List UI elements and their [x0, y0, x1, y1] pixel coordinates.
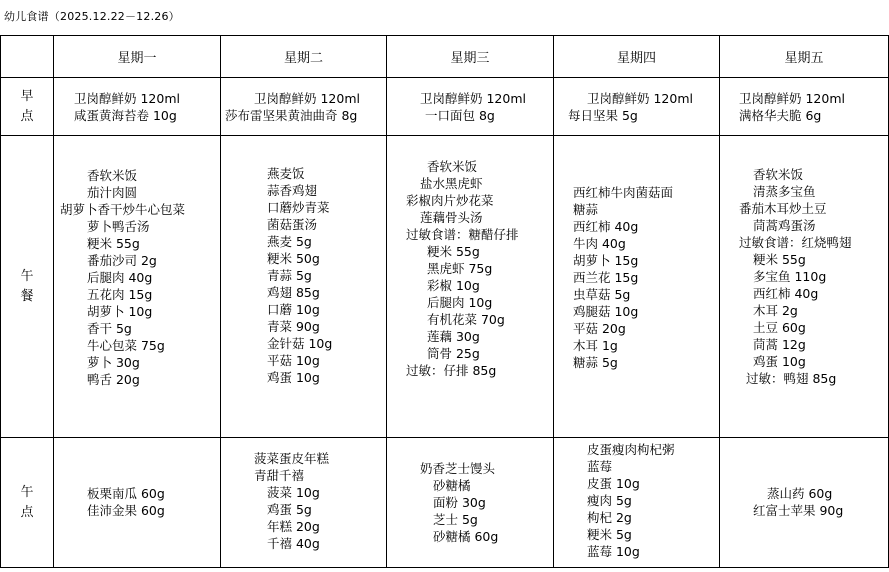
day-header-fri: 星期五: [720, 36, 889, 78]
menu-line: 鸡翅 85g: [267, 285, 320, 300]
menu-line: 后腿肉 40g: [87, 270, 153, 285]
menu-line: 蒸山药 60g: [767, 486, 833, 501]
menu-line: 满格华夫脆 6g: [739, 108, 822, 123]
menu-line: 卫岗醇鲜奶 120ml: [420, 91, 526, 106]
menu-line: 蓝莓 10g: [587, 544, 640, 559]
menu-cell: [720, 78, 889, 136]
menu-cell: [554, 438, 720, 568]
menu-line: 年糕 20g: [267, 519, 320, 534]
menu-line: 黑虎虾 75g: [427, 261, 493, 276]
menu-line: 卫岗醇鲜奶 120ml: [587, 91, 693, 106]
menu-line: 鸭舌 20g: [87, 372, 140, 387]
menu-line: 瘦肉 5g: [587, 493, 632, 508]
day-header-tue: 星期二: [221, 36, 387, 78]
menu-line: 萝卜鸭舌汤: [87, 219, 150, 234]
menu-line: 过敏：仔排 85g: [406, 363, 497, 378]
menu-line: 粳米 50g: [267, 251, 320, 266]
menu-line: 一口面包 8g: [425, 108, 495, 123]
menu-line: 皮蛋 10g: [587, 476, 640, 491]
menu-line: 蓝莓: [587, 459, 613, 474]
menu-line: 萝卜 30g: [87, 355, 140, 370]
menu-cell: [554, 136, 720, 438]
menu-line: 板栗南瓜 60g: [87, 486, 165, 501]
menu-line: 牛心包菜 75g: [87, 338, 165, 353]
menu-line: 砂糖橘 60g: [433, 529, 499, 544]
lunch-row: [1, 136, 889, 438]
menu-line: 莲藕 30g: [427, 329, 480, 344]
menu-line: 粳米 5g: [587, 527, 632, 542]
menu-line: 面粉 30g: [433, 495, 486, 510]
menu-line: 香软米饭: [753, 167, 804, 182]
menu-line: 西兰花 15g: [573, 270, 639, 285]
menu-line: 蒜香鸡翅: [267, 183, 318, 198]
day-header-thu: 星期四: [554, 36, 720, 78]
menu-line: 牛肉 40g: [573, 236, 626, 251]
menu-line: 卫岗醇鲜奶 120ml: [74, 91, 180, 106]
menu-line: 佳沛金果 60g: [87, 503, 165, 518]
menu-line: 菠菜 10g: [267, 485, 320, 500]
menu-line: 盐水黑虎虾: [420, 176, 483, 191]
menu-line: 菌菇蛋汤: [267, 217, 318, 232]
menu-line: 彩椒肉片炒花菜: [406, 193, 494, 208]
menu-line: 彩椒 10g: [427, 278, 480, 293]
menu-line: 后腿肉 10g: [427, 295, 493, 310]
menu-line: 鸡腿菇 10g: [573, 304, 639, 319]
menu-line: 枸杞 2g: [587, 510, 632, 525]
menu-line: 粳米 55g: [87, 236, 140, 251]
menu-line: 西红柿 40g: [573, 219, 639, 234]
menu-line: 番茄木耳炒土豆: [739, 201, 827, 216]
day-header-mon: 星期一: [54, 36, 221, 78]
menu-line: 多宝鱼 110g: [753, 269, 827, 284]
menu-line: 芝士 5g: [433, 512, 478, 527]
menu-cell: [221, 438, 387, 568]
corner-cell: [1, 36, 54, 78]
menu-line: 西红柿牛肉菌菇面: [573, 185, 674, 200]
menu-line: 胡萝卜 10g: [87, 304, 153, 319]
menu-line: 口蘑 10g: [267, 302, 320, 317]
header-row: [1, 36, 889, 78]
menu-line: 菠菜蛋皮年糕: [254, 451, 330, 466]
menu-line: 糖蒜: [573, 202, 599, 217]
menu-line: 皮蛋瘦肉枸杞粥: [587, 442, 675, 457]
menu-line: 香软米饭: [87, 168, 138, 183]
menu-cell: [387, 438, 554, 568]
menu-line: 卫岗醇鲜奶 120ml: [739, 91, 845, 106]
meal-label-char: 点: [20, 504, 34, 520]
menu-cell: [54, 136, 221, 438]
menu-cell: [221, 78, 387, 136]
menu-line: 奶香芝士馒头: [420, 461, 496, 476]
menu-line: 糖蒜 5g: [573, 355, 618, 370]
menu-line: 每日坚果 5g: [568, 108, 638, 123]
menu-line: 粳米 55g: [427, 244, 480, 259]
menu-line: 莎布雷坚果黄油曲奇 8g: [225, 108, 358, 123]
meal-label-afternoon-snack: [1, 438, 54, 568]
menu-cell: [54, 78, 221, 136]
meal-label-char: 早: [20, 88, 34, 104]
menu-line: 木耳 1g: [573, 338, 618, 353]
meal-label-char: 午: [20, 484, 34, 500]
menu-line: 过敏食谱：糖醋仔排: [406, 227, 519, 242]
menu-line: 五花肉 15g: [87, 287, 153, 302]
menu-line: 过敏：鸭翅 85g: [746, 371, 837, 386]
menu-line: 土豆 60g: [753, 320, 806, 335]
menu-line: 金针菇 10g: [267, 336, 333, 351]
meal-label-lunch: [1, 136, 54, 438]
menu-line: 燕麦饭: [267, 166, 305, 181]
menu-line: 胡萝卜香干炒牛心包菜: [60, 202, 186, 217]
menu-line: 虫草菇 5g: [573, 287, 631, 302]
menu-line: 口蘑炒青菜: [267, 200, 330, 215]
breakfast-row: [1, 78, 889, 136]
menu-line: 青蒜 5g: [267, 268, 312, 283]
menu-cell: [54, 438, 221, 568]
menu-table: [0, 35, 889, 568]
menu-cell: [554, 78, 720, 136]
menu-line: 粳米 55g: [753, 252, 806, 267]
menu-cell: [221, 136, 387, 438]
menu-line: 过敏食谱：红烧鸭翅: [739, 235, 852, 250]
menu-line: 青甜千禧: [254, 468, 305, 483]
menu-line: 卫岗醇鲜奶 120ml: [254, 91, 360, 106]
menu-line: 清蒸多宝鱼: [753, 184, 816, 199]
menu-line: 筒骨 25g: [427, 346, 480, 361]
menu-line: 鸡蛋 10g: [267, 370, 320, 385]
menu-line: 砂糖橘: [433, 478, 471, 493]
menu-line: 燕麦 5g: [267, 234, 312, 249]
menu-cell: [720, 136, 889, 438]
meal-label-char: 餐: [20, 288, 34, 304]
meal-label-char: 午: [20, 268, 34, 284]
menu-line: 茼蒿鸡蛋汤: [753, 218, 816, 233]
menu-cell: [720, 438, 889, 568]
meal-label-breakfast: [1, 78, 54, 136]
menu-cell: [387, 136, 554, 438]
day-header-wed: 星期三: [387, 36, 554, 78]
meal-label-char: 点: [20, 108, 34, 124]
menu-cell: [387, 78, 554, 136]
menu-line: 番茄沙司 2g: [87, 253, 157, 268]
menu-line: 青菜 90g: [267, 319, 320, 334]
menu-line: 咸蛋黄海苔卷 10g: [74, 108, 177, 123]
menu-line: 有机花菜 70g: [427, 312, 505, 327]
menu-line: 香干 5g: [87, 321, 132, 336]
afternoon-snack-row: [1, 438, 889, 568]
menu-line: 西红柿 40g: [753, 286, 819, 301]
menu-line: 茼蒿 12g: [753, 337, 806, 352]
menu-line: 茄汁肉圆: [87, 185, 138, 200]
menu-line: 莲藕骨头汤: [420, 210, 483, 225]
menu-line: 红富士苹果 90g: [753, 503, 844, 518]
menu-line: 鸡蛋 5g: [267, 502, 312, 517]
menu-line: 平菇 20g: [573, 321, 626, 336]
menu-line: 鸡蛋 10g: [753, 354, 806, 369]
document-title: 幼儿食谱（2025.12.22－12.26）: [4, 10, 180, 23]
menu-line: 平菇 10g: [267, 353, 320, 368]
menu-line: 千禧 40g: [267, 536, 320, 551]
menu-line: 木耳 2g: [753, 303, 798, 318]
menu-line: 胡萝卜 15g: [573, 253, 639, 268]
menu-line: 香软米饭: [427, 159, 478, 174]
